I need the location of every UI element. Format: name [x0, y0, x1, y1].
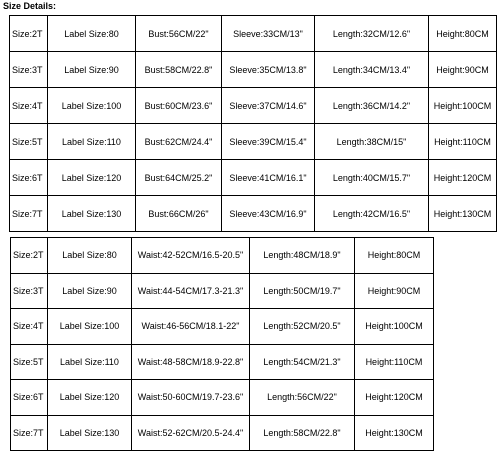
cell-sleeve: Sleeve:37CM/14.6"	[222, 88, 315, 124]
cell-size: Size:2T	[11, 238, 48, 274]
cell-length: Length:48CM/18.9"	[250, 238, 355, 274]
cell-label-size: Label Size:110	[48, 344, 132, 380]
cell-length: Length:42CM/16.5"	[315, 196, 429, 232]
cell-label-size: Label Size:90	[48, 52, 136, 88]
cell-sleeve: Sleeve:35CM/13.8"	[222, 52, 315, 88]
cell-length: Length:56CM/22"	[250, 380, 355, 416]
cell-label-size: Label Size:100	[48, 309, 132, 345]
cell-label-size: Label Size:120	[48, 160, 136, 196]
table-row	[11, 344, 434, 380]
cell-length: Length:40CM/15.7"	[315, 160, 429, 196]
cell-height: Height:100CM	[429, 88, 497, 124]
cell-bust: Bust:62CM/24.4"	[136, 124, 222, 160]
cell-size: Size:6T	[11, 380, 48, 416]
cell-label-size: Label Size:120	[48, 380, 132, 416]
cell-sleeve: Sleeve:41CM/16.1"	[222, 160, 315, 196]
cell-height: Height:80CM	[429, 16, 497, 52]
cell-height: Height:120CM	[429, 160, 497, 196]
cell-height: Height:130CM	[355, 415, 434, 451]
cell-bust: Bust:60CM/23.6"	[136, 88, 222, 124]
cell-height: Height:110CM	[355, 344, 434, 380]
table-row	[10, 196, 497, 232]
bottom-size-table	[10, 237, 434, 451]
cell-size: Size:6T	[10, 160, 48, 196]
table-row	[11, 380, 434, 416]
cell-waist: Waist:42-52CM/16.5-20.5"	[132, 238, 250, 274]
cell-label-size: Label Size:130	[48, 415, 132, 451]
table-row	[10, 16, 497, 52]
table-row	[11, 238, 434, 274]
cell-label-size: Label Size:130	[48, 196, 136, 232]
cell-size: Size:3T	[10, 52, 48, 88]
cell-size: Size:2T	[10, 16, 48, 52]
table-row	[10, 124, 497, 160]
cell-height: Height:110CM	[429, 124, 497, 160]
cell-waist: Waist:48-58CM/18.9-22.8"	[132, 344, 250, 380]
cell-size: Size:5T	[10, 124, 48, 160]
cell-sleeve: Sleeve:43CM/16.9"	[222, 196, 315, 232]
table-row	[10, 160, 497, 196]
cell-height: Height:120CM	[355, 380, 434, 416]
cell-waist: Waist:50-60CM/19.7-23.6"	[132, 380, 250, 416]
table-row	[10, 52, 497, 88]
cell-label-size: Label Size:90	[48, 273, 132, 309]
cell-bust: Bust:64CM/25.2"	[136, 160, 222, 196]
table-row	[11, 309, 434, 345]
cell-height: Height:90CM	[429, 52, 497, 88]
cell-waist: Waist:52-62CM/20.5-24.4"	[132, 415, 250, 451]
cell-waist: Waist:46-56CM/18.1-22"	[132, 309, 250, 345]
cell-length: Length:58CM/22.8"	[250, 415, 355, 451]
cell-size: Size:7T	[10, 196, 48, 232]
cell-sleeve: Sleeve:33CM/13"	[222, 16, 315, 52]
table-row	[10, 88, 497, 124]
cell-length: Length:32CM/12.6"	[315, 16, 429, 52]
cell-size: Size:4T	[11, 309, 48, 345]
cell-length: Length:54CM/21.3"	[250, 344, 355, 380]
cell-length: Length:38CM/15"	[315, 124, 429, 160]
cell-bust: Bust:56CM/22"	[136, 16, 222, 52]
table-row	[11, 415, 434, 451]
cell-label-size: Label Size:80	[48, 238, 132, 274]
cell-height: Height:100CM	[355, 309, 434, 345]
cell-label-size: Label Size:80	[48, 16, 136, 52]
cell-label-size: Label Size:100	[48, 88, 136, 124]
cell-bust: Bust:58CM/22.8"	[136, 52, 222, 88]
cell-length: Length:52CM/20.5"	[250, 309, 355, 345]
table-row	[11, 273, 434, 309]
size-details-title: Size Details:	[3, 1, 57, 11]
cell-bust: Bust:66CM/26"	[136, 196, 222, 232]
cell-length: Length:36CM/14.2"	[315, 88, 429, 124]
cell-height: Height:90CM	[355, 273, 434, 309]
cell-label-size: Label Size:110	[48, 124, 136, 160]
cell-size: Size:3T	[11, 273, 48, 309]
cell-size: Size:5T	[11, 344, 48, 380]
cell-length: Length:50CM/19.7"	[250, 273, 355, 309]
cell-sleeve: Sleeve:39CM/15.4"	[222, 124, 315, 160]
cell-length: Length:34CM/13.4"	[315, 52, 429, 88]
cell-height: Height:80CM	[355, 238, 434, 274]
cell-height: Height:130CM	[429, 196, 497, 232]
cell-size: Size:4T	[10, 88, 48, 124]
cell-size: Size:7T	[11, 415, 48, 451]
cell-waist: Waist:44-54CM/17.3-21.3"	[132, 273, 250, 309]
top-size-table	[9, 15, 497, 232]
